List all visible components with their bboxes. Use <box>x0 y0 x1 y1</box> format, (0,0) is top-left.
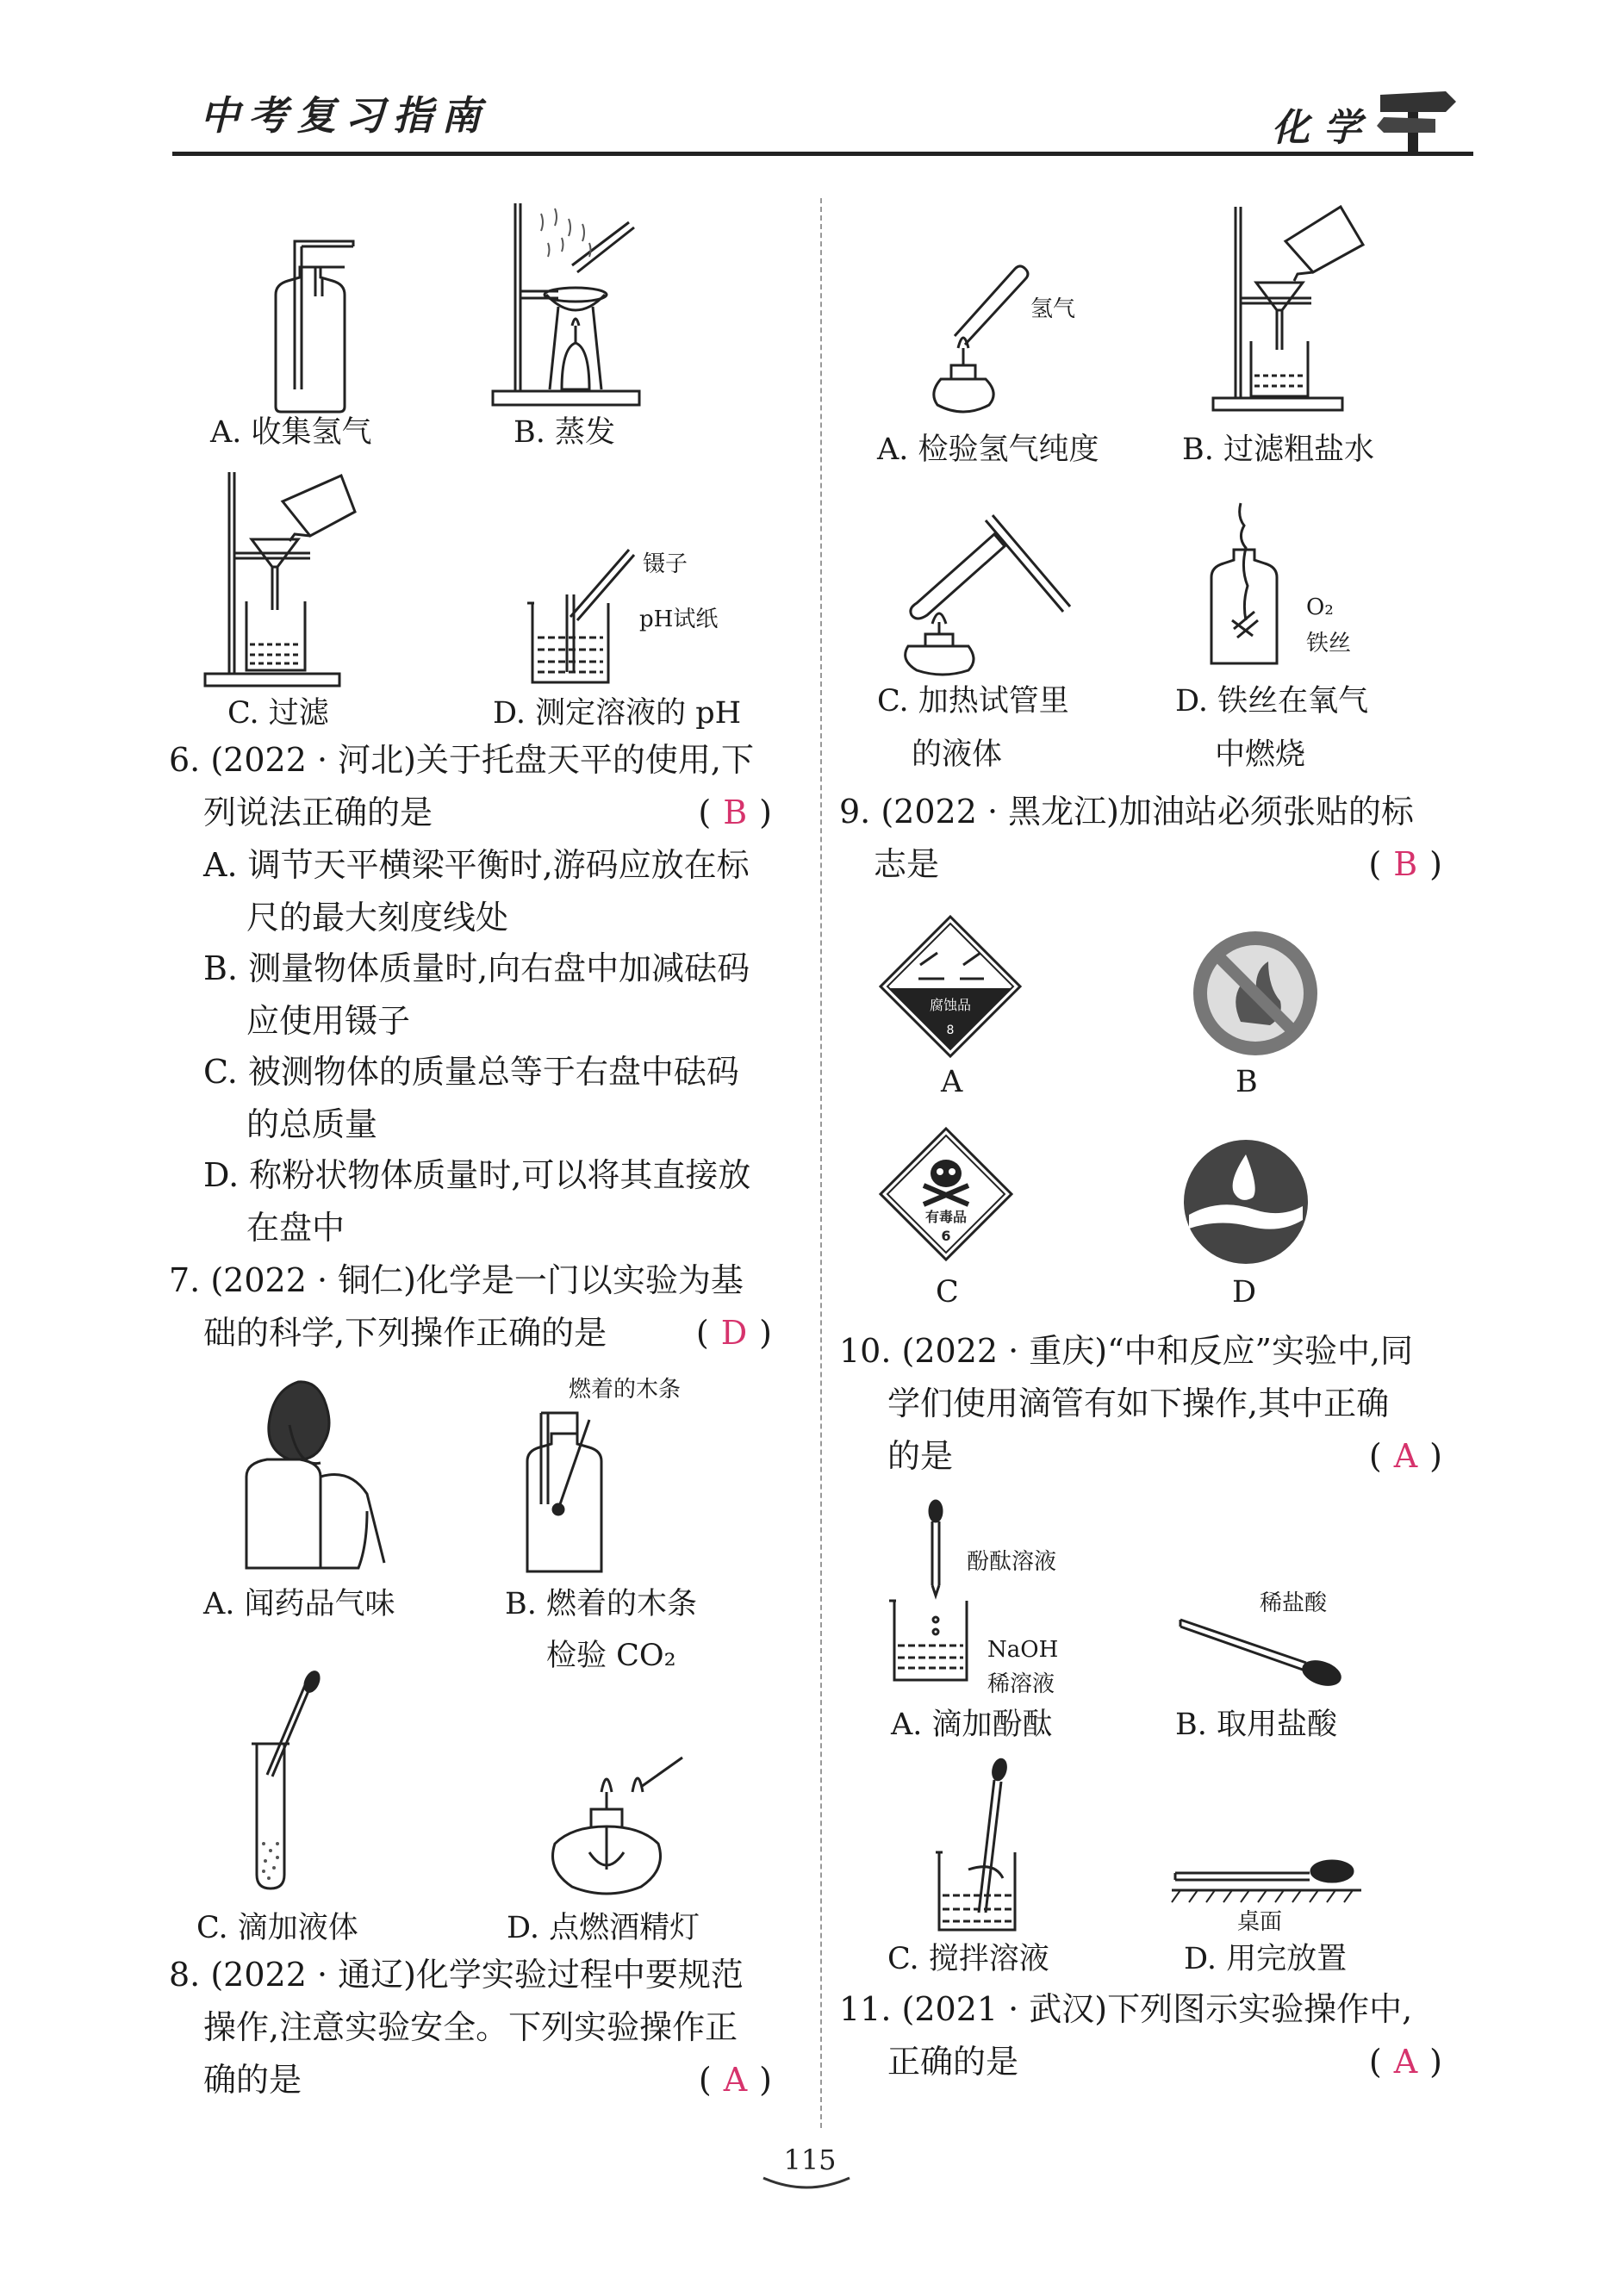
q10-option-b-caption: B. 取用盐酸 <box>1175 1708 1337 1742</box>
q10-stem <box>839 1325 1442 1483</box>
q6-stem-line2: 列说法正确的是 <box>203 793 433 831</box>
q8-answer: A <box>723 2061 748 2099</box>
filtration-setup-figure-left <box>203 464 367 696</box>
hydrogen-purity-test-figure <box>920 258 1058 422</box>
corrosive-sign-icon <box>877 913 1024 1060</box>
toxic-sign-number: 6 <box>941 1228 951 1244</box>
q8-stem-line2: 操作,注意实验安全。下列实验操作正 <box>203 2008 738 2046</box>
q8-stem-line1: 8. (2022 · 通辽)化学实验过程中要规范 <box>169 1956 744 1994</box>
ph-test-figure <box>522 534 643 689</box>
q6-option-c-line2: 的总质量 <box>246 1105 378 1143</box>
q11-stem-line1: 11. (2021 · 武汉)下列图示实验操作中, <box>839 1990 1413 2028</box>
q6-stem-line1: 6. (2022 · 河北)关于托盘天平的使用,下 <box>169 741 755 779</box>
q8-option-c-caption-line2: 的液体 <box>912 737 1003 772</box>
book-title: 中考复习指南 <box>200 92 489 139</box>
q8-stem-line3: 确的是 <box>203 2061 302 2099</box>
q7-stem-line1: 7. (2022 · 铜仁)化学是一门以实验为基 <box>169 1261 744 1299</box>
q6-option-a-line2: 尺的最大刻度线处 <box>246 899 509 936</box>
q9-label-c: C <box>936 1275 959 1310</box>
q7-stem-line2: 础的科学,下列操作正确的是 <box>203 1314 607 1352</box>
q9-label-a: A <box>941 1065 963 1099</box>
q11-answer-box: ( A ) <box>1368 2043 1442 2081</box>
q8-option-d-caption-line2: 中燃烧 <box>1215 737 1306 772</box>
q8-stem <box>169 1949 772 2106</box>
q8-answer-box: ( A ) <box>698 2061 772 2099</box>
gas-collection-bottle-figure <box>250 234 370 415</box>
burning-splint-label: 燃着的木条 <box>569 1377 682 1403</box>
q11-answer: A <box>1393 2043 1418 2081</box>
hydrochloric-acid-label: 稀盐酸 <box>1260 1590 1328 1616</box>
evaporation-setup-figure <box>489 196 644 412</box>
tweezers-label: 镊子 <box>643 551 688 577</box>
q5-option-a-caption: A. 收集氢气 <box>210 415 372 450</box>
q6-stem <box>169 734 772 839</box>
q10-option-c-caption: C. 搅拌溶液 <box>887 1942 1049 1976</box>
column-divider <box>820 198 822 2128</box>
q10-stem-line1: 10. (2022 · 重庆)“中和反应”实验中,同 <box>839 1332 1414 1370</box>
q7-option-a-caption: A. 闻药品气味 <box>203 1587 395 1621</box>
adding-phenolphthalein-figure <box>886 1499 972 1689</box>
q8-option-a-caption: A. 检验氢气纯度 <box>877 432 1099 467</box>
taking-hydrochloric-acid-figure <box>1177 1611 1349 1697</box>
q10-stem-line2: 学们使用滴管有如下操作,其中正确 <box>887 1384 1390 1422</box>
corrosive-sign-text: 腐蚀品 <box>929 997 972 1013</box>
desk-label: 桌面 <box>1237 1909 1283 1935</box>
flammable-liquid-sign-icon <box>1177 1137 1315 1266</box>
q8-option-d-caption-line1: D. 铁丝在氧气 <box>1175 684 1369 719</box>
q6-answer: B <box>723 793 748 831</box>
q10-option-a-caption: A. 滴加酚酞 <box>891 1708 1053 1742</box>
q11-stem <box>839 1983 1442 2088</box>
q5-option-d-caption: D. 测定溶液的 pH <box>493 696 742 731</box>
smelling-chemical-figure <box>238 1373 393 1580</box>
q10-answer: A <box>1393 1437 1418 1475</box>
q7-answer: D <box>720 1314 748 1352</box>
q5-option-c-caption: C. 过滤 <box>227 696 329 731</box>
subject-title: 化学 <box>1272 106 1375 150</box>
no-fire-sign-icon <box>1189 927 1322 1060</box>
q9-answer: B <box>1393 845 1418 883</box>
adding-liquid-figure <box>245 1671 331 1895</box>
q6-option-b-line1: B. 测量物体质量时,向右盘中加减砝码 <box>203 949 750 987</box>
q7-answer-box: ( D ) <box>695 1314 772 1352</box>
q8-option-c-caption-line1: C. 加热试管里 <box>877 684 1069 719</box>
q10-stem-line3: 的是 <box>887 1437 954 1475</box>
q9-answer-box: ( B ) <box>1368 845 1442 883</box>
q9-label-d: D <box>1232 1275 1257 1310</box>
toxic-sign-text: 有毒品 <box>924 1209 968 1225</box>
q8-option-b-caption: B. 过滤粗盐水 <box>1182 432 1374 467</box>
lighting-alcohol-lamp-figure <box>538 1740 684 1913</box>
hydrogen-label: 氢气 <box>1030 296 1076 322</box>
q6-option-c-line1: C. 被测物体的质量总等于右盘中砝码 <box>203 1053 739 1091</box>
q10-answer-box: ( A ) <box>1368 1437 1442 1475</box>
filtration-setup-figure-right <box>1211 203 1375 419</box>
dilute-solution-label: 稀溶液 <box>987 1671 1055 1697</box>
q9-label-b: B <box>1236 1065 1258 1099</box>
page-number: 115 <box>783 2144 837 2176</box>
q10-option-d-caption: D. 用完放置 <box>1184 1942 1348 1976</box>
q7-option-c-caption: C. 滴加液体 <box>196 1911 358 1945</box>
q7-option-d-caption: D. 点燃酒精灯 <box>507 1911 700 1945</box>
q6-answer-box: ( B ) <box>698 793 772 831</box>
q6-option-b <box>203 943 750 1048</box>
q6-option-a <box>203 839 750 944</box>
q6-option-d <box>203 1149 750 1254</box>
q9-stem-line1: 9. (2022 · 黑龙江)加油站必须张贴的标 <box>839 793 1414 831</box>
iron-wire-label: 铁丝 <box>1306 631 1352 656</box>
q7-option-b-caption-line1: B. 燃着的木条 <box>505 1587 697 1621</box>
q9-stem-line2: 志是 <box>874 845 940 883</box>
oxygen-label: O₂ <box>1306 594 1334 620</box>
heating-test-tube-figure <box>891 508 1080 681</box>
header-rule <box>172 152 1473 156</box>
q6-option-a-line1: A. 调节天平横梁平衡时,游码应放在标 <box>203 846 750 884</box>
iron-wire-combustion-figure <box>1203 500 1289 672</box>
q9-stem <box>839 786 1442 891</box>
q6-option-c <box>203 1046 739 1151</box>
q7-stem <box>169 1254 772 1360</box>
q6-option-d-line1: D. 称粉状物体质量时,可以将其直接放 <box>203 1156 751 1194</box>
phenolphthalein-label: 酚酞溶液 <box>967 1549 1057 1575</box>
q6-option-b-line2: 应使用镊子 <box>246 1002 411 1040</box>
q5-option-b-caption: B. 蒸发 <box>514 415 615 450</box>
q6-option-d-line2: 在盘中 <box>246 1209 345 1247</box>
signpost-icon <box>1375 83 1458 157</box>
naoh-label: NaOH <box>987 1637 1059 1663</box>
q7-option-b-caption-line2: 检验 CO₂ <box>546 1639 676 1673</box>
corrosive-sign-number: 8 <box>946 1024 955 1037</box>
stirring-solution-figure <box>934 1758 1037 1938</box>
burning-splint-figure <box>517 1409 620 1582</box>
q11-stem-line2: 正确的是 <box>887 2043 1019 2081</box>
toxic-sign-icon <box>877 1125 1015 1263</box>
ph-paper-label: pH试纸 <box>639 607 719 632</box>
